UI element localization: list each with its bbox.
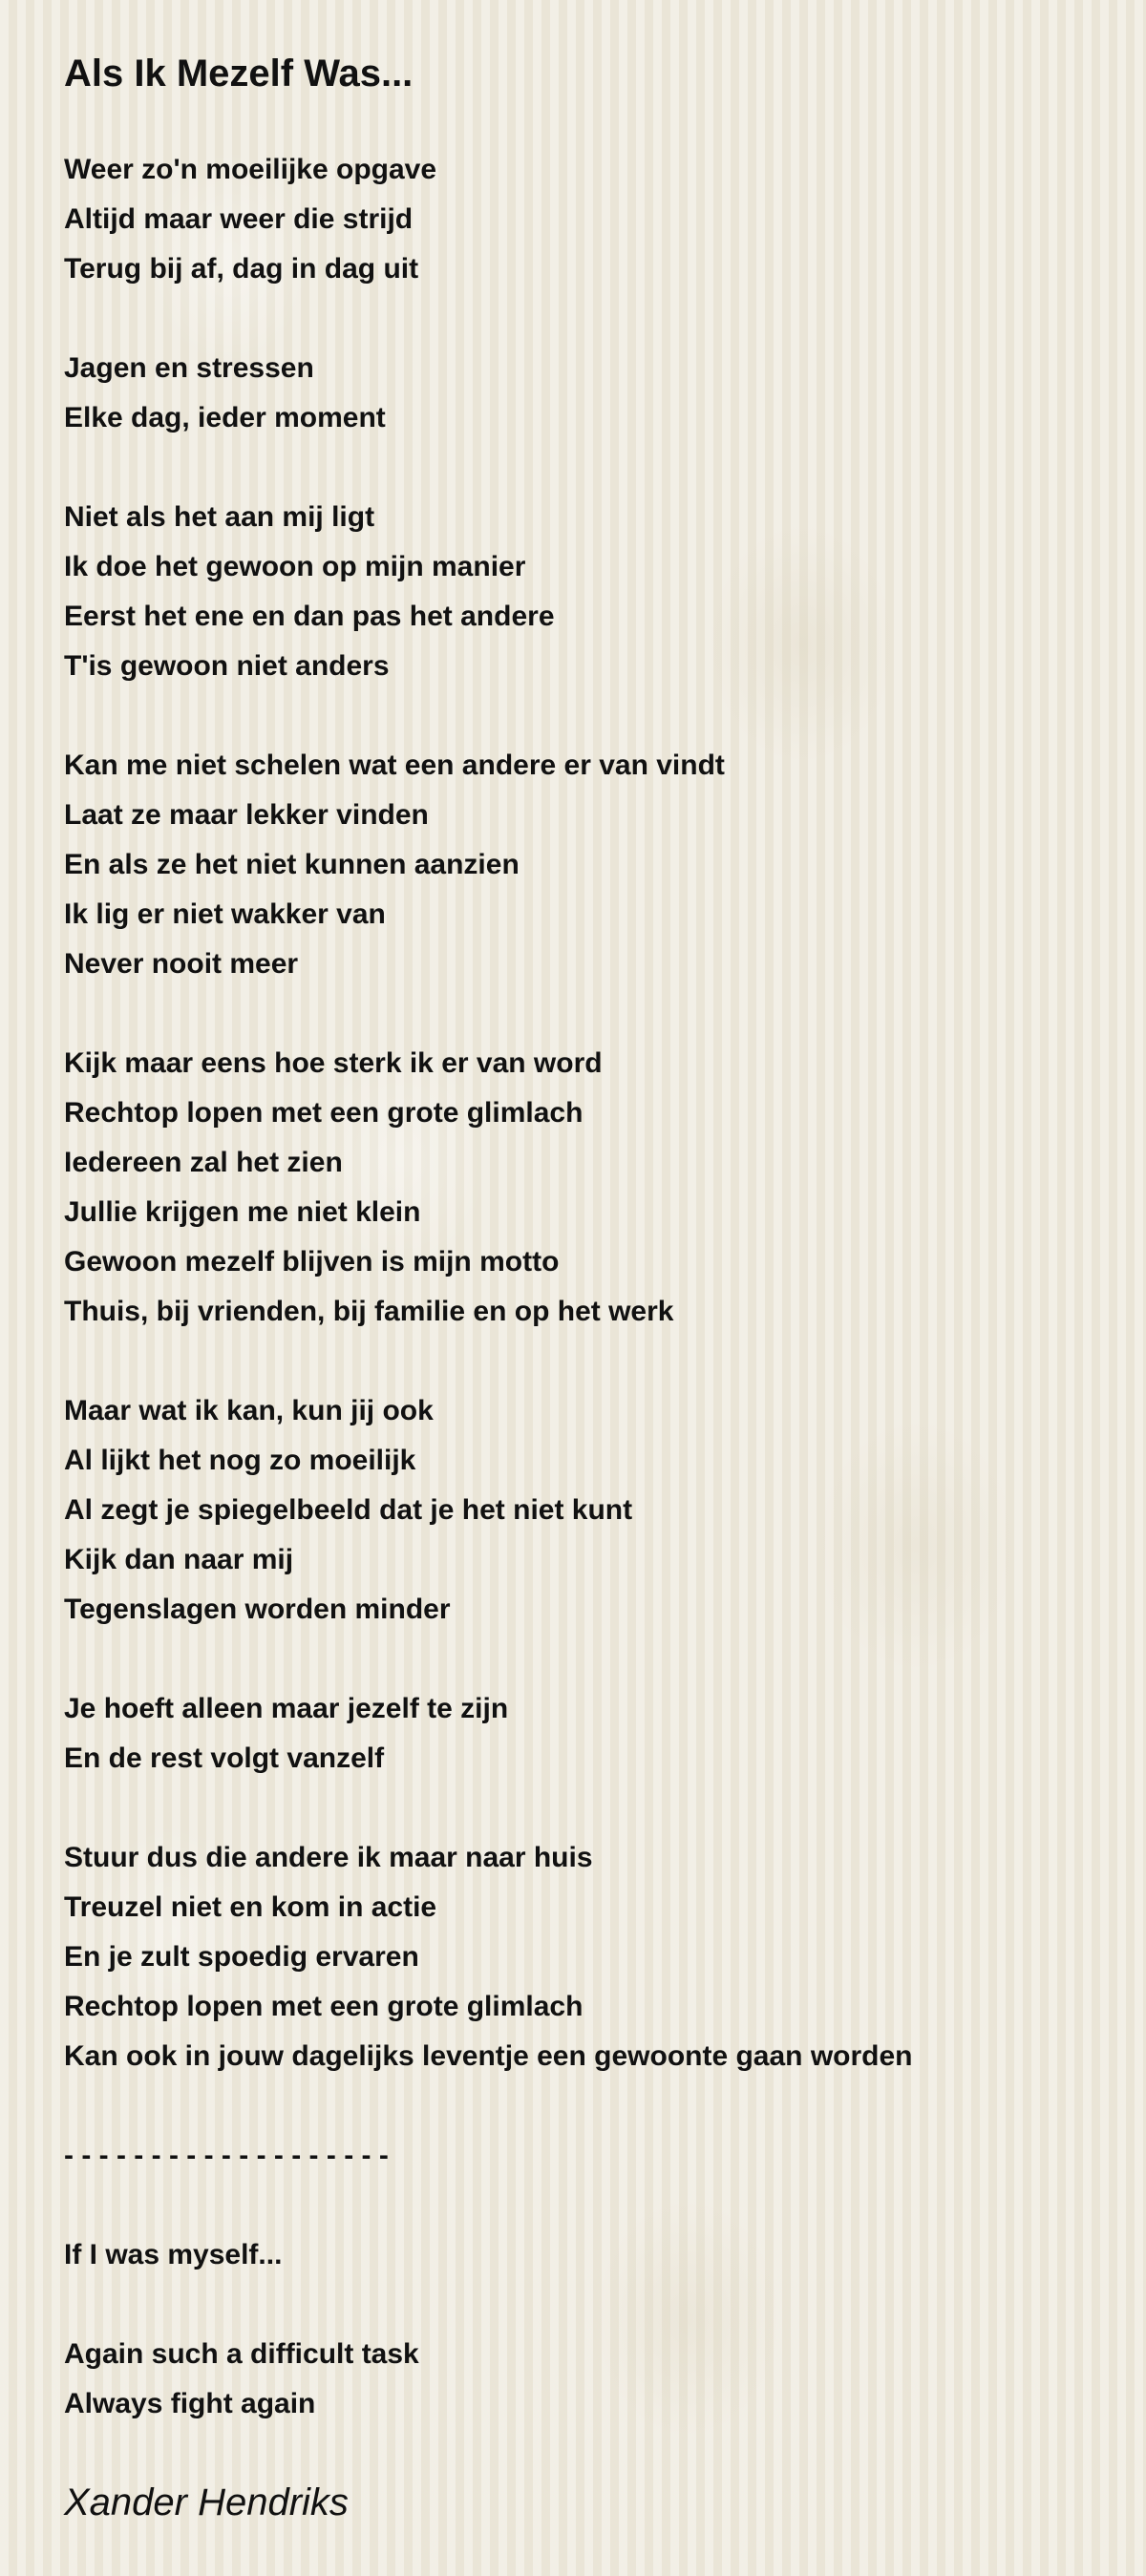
poem-line: Terug bij af, dag in dag uit — [64, 253, 419, 285]
poem-stanza — [64, 741, 1095, 989]
poem-line: Eerst het ene en dan pas het andere — [64, 601, 555, 632]
poem-line: Altijd maar weer die strijd — [64, 203, 414, 235]
poem-stanza — [64, 1684, 1095, 1784]
poem-body — [64, 145, 1095, 2429]
poem-line: Ik doe het gewoon op mijn manier — [64, 551, 526, 582]
poem-line: Maar wat ik kan, kun jij ook — [64, 1395, 434, 1426]
poem-stanza — [64, 2230, 1095, 2280]
poem-stanza — [64, 145, 1095, 294]
poem-line: Laat ze maar lekker vinden — [64, 799, 429, 831]
poem-author: Xander Hendriks — [64, 2481, 349, 2523]
poem-line: Rechtop lopen met een grote glimlach — [64, 1991, 584, 2022]
poem-line: Niet als het aan mij ligt — [64, 501, 375, 533]
poem-page — [64, 50, 1095, 2526]
poem-line: Iedereen zal het zien — [64, 1147, 343, 1178]
poem-line: Al lijkt het nog zo moeilijk — [64, 1445, 416, 1476]
poem-line: Jullie krijgen me niet klein — [64, 1196, 421, 1228]
poem-line: - - - - - - - - - - - - - - - - - - - — [64, 2140, 389, 2171]
poem-line: Kan ook in jouw dagelijks leventje een gewoonte gaan worden — [64, 2040, 913, 2072]
poem-line: En als ze het niet kunnen aanzien — [64, 849, 520, 880]
poem-stanza — [64, 2330, 1095, 2429]
poem-stanza — [64, 493, 1095, 691]
poem-line: Al zegt je spiegelbeeld dat je het niet kunt — [64, 1494, 633, 1526]
poem-line: Stuur dus die andere ik maar naar huis — [64, 1842, 593, 1873]
poem-line: Kan me niet schelen wat een andere er van vindt — [64, 750, 725, 781]
poem-line: Weer zo'n moeilijke opgave — [64, 154, 437, 185]
poem-line: Thuis, bij vrienden, bij familie en op het werk — [64, 1296, 674, 1327]
poem-line: Kijk dan naar mij — [64, 1544, 294, 1575]
poem-stanza — [64, 344, 1095, 443]
poem-line: Tegenslagen worden minder — [64, 1594, 451, 1625]
poem-line: T'is gewoon niet anders — [64, 650, 390, 682]
poem-stanza — [64, 1833, 1095, 2081]
poem-line: En je zult spoedig ervaren — [64, 1941, 419, 1973]
poem-title: Als Ik Mezelf Was... — [64, 53, 414, 95]
poem-line: Rechtop lopen met een grote glimlach — [64, 1097, 584, 1129]
poem-line: Elke dag, ieder moment — [64, 402, 386, 433]
poem-line: Je hoeft alleen maar jezelf te zijn — [64, 1693, 509, 1724]
poem-line: Ik lig er niet wakker van — [64, 898, 386, 930]
poem-line: Gewoon mezelf blijven is mijn motto — [64, 1246, 560, 1277]
poem-line: Never nooit meer — [64, 948, 299, 980]
poem-line: Again such a difficult task — [64, 2338, 419, 2370]
poem-line: If I was myself... — [64, 2239, 283, 2270]
poem-line: Always fight again — [64, 2388, 316, 2419]
poem-stanza — [64, 1386, 1095, 1635]
poem-line: Jagen en stressen — [64, 352, 314, 384]
poem-line: Treuzel niet en kom in actie — [64, 1891, 437, 1923]
poem-line: En de rest volgt vanzelf — [64, 1742, 385, 1774]
poem-line: Kijk maar eens hoe sterk ik er van word — [64, 1047, 603, 1079]
poem-stanza — [64, 1039, 1095, 1337]
poem-stanza — [64, 2131, 1095, 2181]
